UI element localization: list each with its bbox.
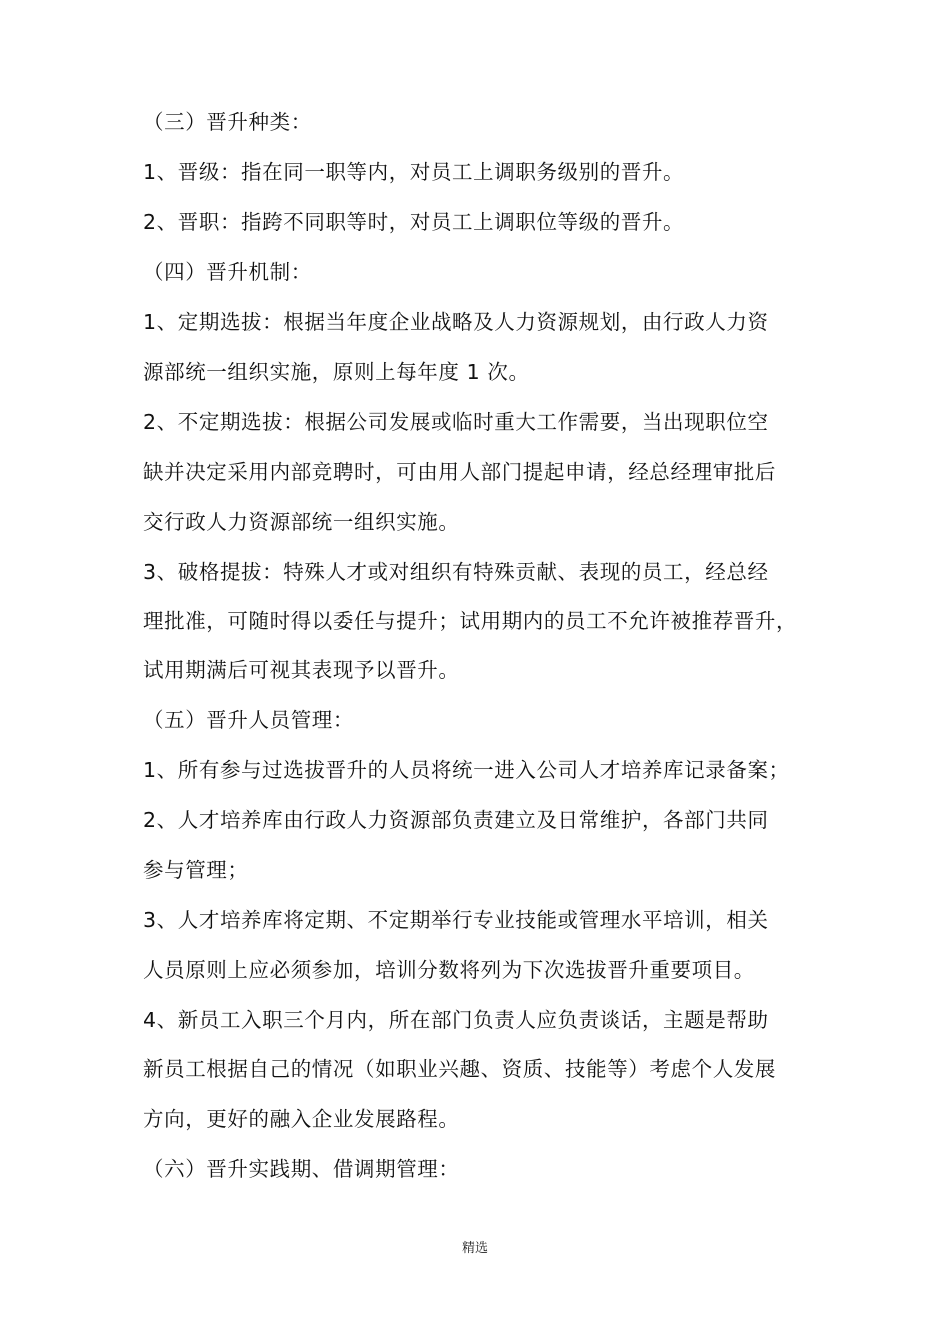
- paragraph-line: 理批准，可随时得以委任与提升；试用期内的员工不允许被推荐晋升，: [143, 609, 798, 633]
- paragraph-line: 1、定期选拔：根据当年度企业战略及人力资源规划，由行政人力资: [143, 310, 769, 334]
- paragraph-line: 2、晋职：指跨不同职等时，对员工上调职位等级的晋升。: [143, 210, 685, 234]
- section-heading-3: （三）晋升种类：: [143, 110, 312, 134]
- paragraph-line: 试用期满后可视其表现予以晋升。: [143, 658, 460, 682]
- section-heading-5: （五）晋升人员管理：: [143, 708, 354, 732]
- paragraph-line: 人员原则上应必须参加，培训分数将列为下次选拔晋升重要项目。: [143, 958, 755, 982]
- section-heading-4: （四）晋升机制：: [143, 260, 312, 284]
- paragraph-line: 参与管理；: [143, 858, 249, 882]
- section-heading-6: （六）晋升实践期、借调期管理：: [143, 1157, 460, 1181]
- paragraph-line: 源部统一组织实施，原则上每年度 1 次。: [143, 360, 530, 384]
- paragraph-line: 2、人才培养库由行政人力资源部负责建立及日常维护，各部门共同: [143, 808, 769, 832]
- paragraph-line: 4、新员工入职三个月内，所在部门负责人应负责谈话，主题是帮助: [143, 1008, 769, 1032]
- paragraph-line: 缺并决定采用内部竞聘时，可由用人部门提起申请，经总经理审批后: [143, 460, 776, 484]
- paragraph-line: 1、所有参与过选拔晋升的人员将统一进入公司人才培养库记录备案；: [143, 758, 790, 782]
- paragraph-line: 1、晋级：指在同一职等内，对员工上调职务级别的晋升。: [143, 160, 685, 184]
- paragraph-line: 新员工根据自己的情况（如职业兴趣、资质、技能等）考虑个人发展: [143, 1057, 776, 1081]
- paragraph-line: 交行政人力资源部统一组织实施。: [143, 510, 460, 534]
- paragraph-line: 3、破格提拔：特殊人才或对组织有特殊贡献、表现的员工，经总经: [143, 560, 769, 584]
- page-footer: 精选: [461, 1241, 488, 1256]
- paragraph-line: 2、不定期选拔：根据公司发展或临时重大工作需要，当出现职位空: [143, 410, 769, 434]
- paragraph-line: 3、人才培养库将定期、不定期举行专业技能或管理水平培训，相关: [143, 908, 769, 932]
- paragraph-line: 方向，更好的融入企业发展路程。: [143, 1107, 460, 1131]
